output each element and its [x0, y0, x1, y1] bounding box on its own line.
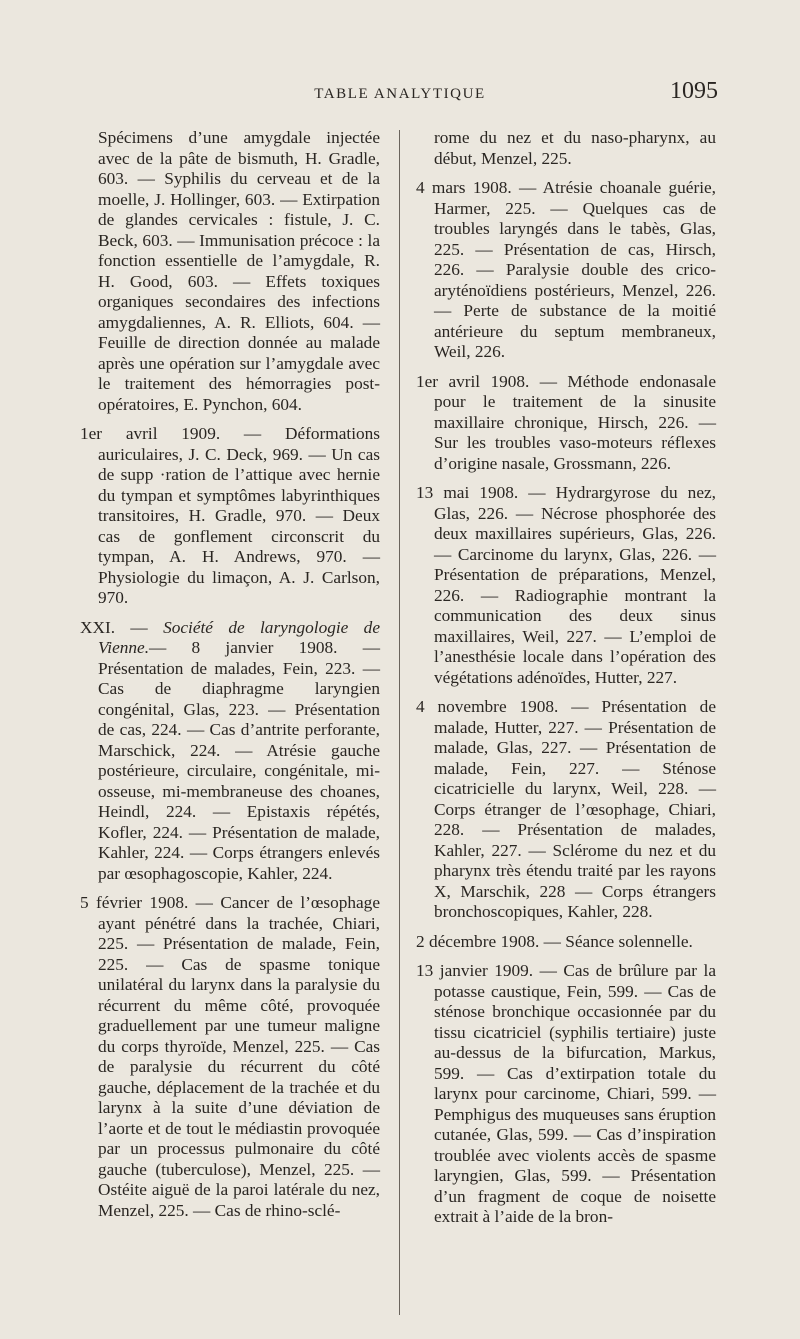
index-entry: 1er avril 1908. — Méthode endonasale pour le traitement de la sinusite maxillaire chronique, Hirsch, 226. — Sur les troubles vaso-moteurs réflexes d’origine nasale, Grossmann, 226. [416, 371, 716, 473]
index-entry: 13 janvier 1909. — Cas de brûlure par la potasse caustique, Fein, 599. — Cas de sténose bronchique occasionnée par du tissu cicatriciel (syphilis tertiaire) juste au-dessus de la bifurcation, Markus, 599. — Cas d’extirpation totale du larynx pour carcinome, Chiari, 599. — Pemphigus des muqueuses sans éruption cutanée, Glas, 599. — Cas d’inspiration troublée avec violents accès de spasme laryngien, Glas, 599. — Présentation d’un fragment de coque de noisette extrait à l’aide de la bron- [416, 961, 716, 1226]
society-number: XXI. — [80, 617, 164, 637]
index-entry: 13 mai 1908. — Hydrargyrose du nez, Glas, 226. — Nécrose phosphorée des deux maxillaires supérieurs, Glas, 226. — Carcinome du larynx, Glas, 226. — Présentation de préparations, Menzel, 226. — Radiographie montrant la communication des deux sinus maxillaires, Weil, 227. — L’emploi de l’anesthésie locale dans l’opération des végétations adénoïdes, Hutter, 227. [416, 483, 716, 687]
index-entry: rome du nez et du naso-pharynx, au début, Menzel, 225. [434, 128, 716, 168]
society-sessions: — 8 janvier 1908. — Présentation de malades, Fein, 223. — Cas de diaphragme laryngien congénital, Glas, 223. — Présentation de cas, 224. — Cas d’antrite perforante, Marschick, 224. — Atrésie gauche postérieure, circulaire, congénitale, mi-osseuse, mi-membraneuse des choanes, Heindl, 224. — Epistaxis répétés, Kofler, 224. — Présentation de malade, Kahler, 224. — Corps étrangers enlevés par œsophagoscopie, Kahler, 224. [98, 638, 380, 883]
page-number: 1095 [670, 78, 718, 104]
society-name: Société de laryngologie de Vienne. [98, 617, 380, 657]
index-entry: Spécimens d’une amygdale injectée avec de la pâte de bismuth, H. Gradle, 603. — Syphilis du cerveau et de la moelle, J. Hollinger, 603. — Extirpation de glandes cervicales : fistule, J. C. Beck, 603. — Immunisation précoce : la fonction essentielle de l’amygdale, R. H. Good, 603. — Effets toxiques organiques secondaires des infections amygdaliennes, A. R. Elliots, 604. — Feuille de direction donnée au malade après une opération sur l’amygdale avec le traitement des hémorragies post-opératoires, E. Pynchon, 604. [98, 128, 380, 414]
index-entry: 2 décembre 1908. — Séance solennelle. [416, 931, 693, 951]
running-header: TABLE ANALYTIQUE [314, 86, 486, 102]
index-entry: 1er avril 1909. — Déformations auriculaires, J. C. Deck, 969. — Un cas de supp ·ration de l’attique avec hernie du tympan et symptômes labyrinthiques transitoires, H. Gradle, 970. — Deux cas de gonflement circonscrit du tympan, A. H. Andrews, 970. — Physiologie du limaçon, A. J. Carlson, 970. [80, 424, 380, 607]
index-entry: 4 novembre 1908. — Présentation de malade, Hutter, 227. — Présentation de malade, Glas, 227. — Présentation de malade, Fein, 227. — Sténose cicatricielle du larynx, Weil, 228. — Corps étranger de l’œsophage, Chiari, 228. — Présentation de malades, Kahler, 227. — Sclérome du nez et du pharynx très étendu traité par les rayons X, Marschik, 228 — Corps étrangers bronchoscopiques, Kahler, 228. [416, 697, 716, 921]
index-entry: 4 mars 1908. — Atrésie choanale guérie, Harmer, 225. — Quelques cas de troubles laryngés dans le tabès, Glas, 225. — Présentation de cas, Hirsch, 226. — Paralysie double des crico-aryténoïdiens postérieurs, Menzel, 226. — Perte de substance de la moitié antérieure du septum membraneux, Weil, 226. [416, 178, 716, 361]
left-column [80, 128, 380, 1230]
society-entry [80, 618, 380, 885]
index-entry: 5 février 1908. — Cancer de l’œsophage ayant pénétré dans la trachée, Chiari, 225. — Présentation de malade, Fein, 225. — Cas de spasme tonique unilatéral du larynx dans la paralysie du récurrent du même côté, provoquée graduellement par une tumeur maligne du corps thyroïde, Menzel, 225. — Cas de paralysie du récurrent du côté gauche, déplacement de la trachée et du larynx à la suite d’une déviation de l’aorte et de tout le médiastin provoquée par un processus pulmonaire du côté gauche (tuberculose), Menzel, 225. — Ostéite aiguë de la paroi latérale du nez, Menzel, 225. — Cas de rhino-sclé- [80, 893, 380, 1220]
column-divider [399, 130, 400, 1315]
right-column [416, 128, 716, 1237]
